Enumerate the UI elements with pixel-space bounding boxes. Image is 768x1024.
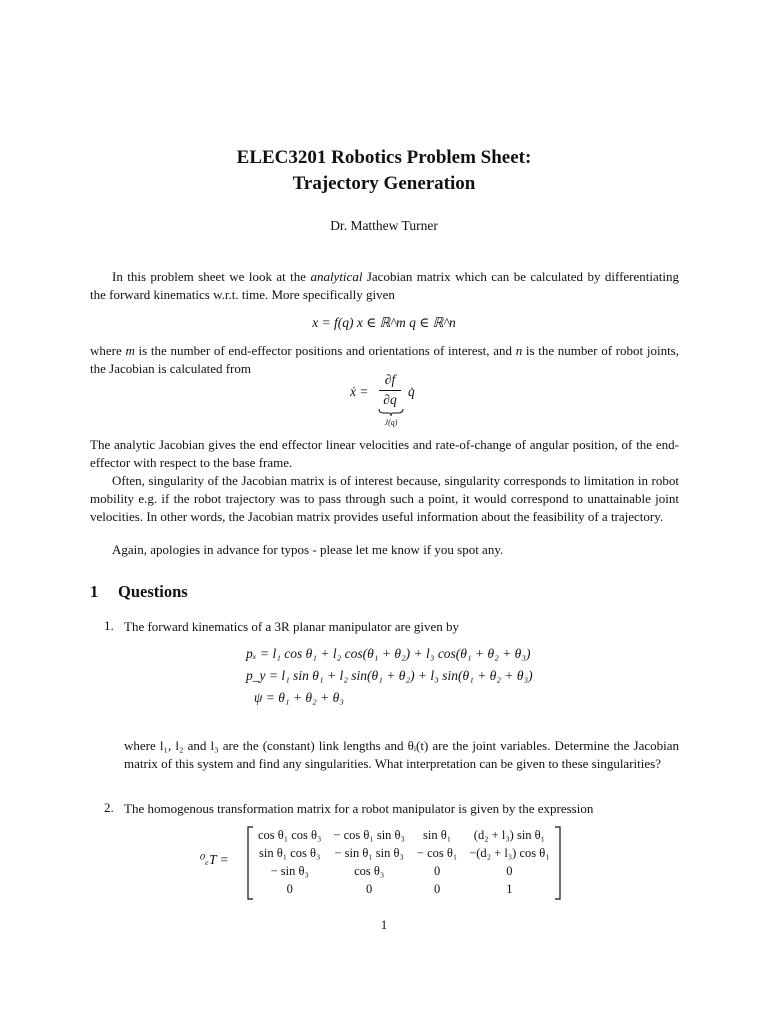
matrix-cell: (d₂ + l₃) sin θ₁ <box>473 827 546 842</box>
right-bracket <box>554 826 562 900</box>
page-number: 1 <box>380 917 388 932</box>
matrix-row <box>252 880 556 898</box>
section-title: Questions <box>118 582 188 601</box>
author: Dr. Matthew Turner <box>330 218 438 233</box>
matrix-cell: − cos θ₁ sin θ₃ <box>333 827 405 842</box>
intro-paragraph-4: Often, singularity of the Jacobian matrix is of interest because, singularity corresponds to limitation in robot mobility e.g. if the robot trajectory was to pass through such a point, it would correspond to unattainable joint velocities. In other words, the Jacobian matrix provides useful information about the feasibility of a trajectory. <box>90 473 679 524</box>
title-line-2: Trajectory Generation <box>292 173 476 194</box>
transformation-matrix <box>246 826 556 898</box>
equation-forward-kinematics: x = f(q) x ∈ ℝ^m q ∈ ℝ^n <box>312 315 456 330</box>
matrix-cell: 0 <box>433 881 441 896</box>
matrix-cell: 0 <box>506 863 513 878</box>
title-line-1: ELEC3201 Robotics Problem Sheet: <box>236 147 532 168</box>
matrix-cell: − sin θ₃ <box>270 863 309 878</box>
matrix-row <box>252 862 556 880</box>
underbrace <box>378 408 404 417</box>
matrix-cell: 0 <box>286 881 293 896</box>
page-title <box>0 145 768 197</box>
matrix-label: ⁰ₑT = <box>200 852 229 867</box>
matrix-cell: sin θ₁ cos θ₃ <box>259 845 321 860</box>
question-1-number: 1. <box>104 618 114 633</box>
intro-paragraph-2: where m is the number of end-effector positions and orientations of interest, and n is the number of robot joints, the Jacobian is calculated from <box>90 343 679 376</box>
section-heading <box>90 582 188 602</box>
matrix-cell: 1 <box>506 881 513 896</box>
matrix-cell: cos θ₃ <box>354 863 385 878</box>
matrix-cell: cos θ₁ cos θ₃ <box>258 827 322 842</box>
matrix-row <box>252 826 556 844</box>
matrix-cell: 0 <box>433 863 441 878</box>
intro-paragraph-1: In this problem sheet we look at the analytical Jacobian matrix which can be calculated by differentiating the forward kinematics w.r.t. time. More specifically given <box>90 269 679 302</box>
matrix-table <box>252 826 556 898</box>
equation-jacobian: ẋ = ∂f ∂q q̇ J(q) <box>350 372 415 427</box>
analytical-emphasis: analytical <box>310 269 363 284</box>
question-2-number: 2. <box>104 800 114 815</box>
matrix-row <box>252 844 556 862</box>
section-number: 1 <box>90 582 99 601</box>
matrix-cell: − sin θ₁ sin θ₃ <box>334 845 404 860</box>
question-1-lead: The forward kinematics of a 3R planar manipulator are given by <box>124 619 459 634</box>
matrix-cell: − cos θ₁ <box>416 845 458 860</box>
question-2-lead: The homogenous transformation matrix for a robot manipulator is given by the expression <box>124 801 594 816</box>
equation-py: p_y = l₁ sin θ₁ + l₂ sin(θ₁ + θ₂) + l₃ sin(θ₁ + θ₂ + θ₃) <box>246 668 533 683</box>
equation-px: pₓ = l₁ cos θ₁ + l₂ cos(θ₁ + θ₂) + l₃ cos(θ₁ + θ₂ + θ₃) <box>246 646 531 661</box>
matrix-cell: sin θ₁ <box>423 827 452 842</box>
left-bracket <box>246 826 254 900</box>
equation-psi: ψ = θ₁ + θ₂ + θ₃ <box>254 690 344 705</box>
intro-paragraph-5: Again, apologies in advance for typos - please let me know if you spot any. <box>112 542 504 557</box>
intro-paragraph-3: The analytic Jacobian gives the end effector linear velocities and rate-of-change of angular position, of the end-effector with respect to the base frame. <box>90 437 679 470</box>
question-1-followup: where l₁, l₂ and l₃ are the (constant) link lengths and θᵢ(t) are the joint variables. Determine the Jacobian matrix of this system and find any singularities. What interpretation can be given to these singularities? <box>124 738 679 771</box>
matrix-cell: 0 <box>366 881 373 896</box>
matrix-cell: −(d₂ + l₃) cos θ₁ <box>469 845 550 860</box>
